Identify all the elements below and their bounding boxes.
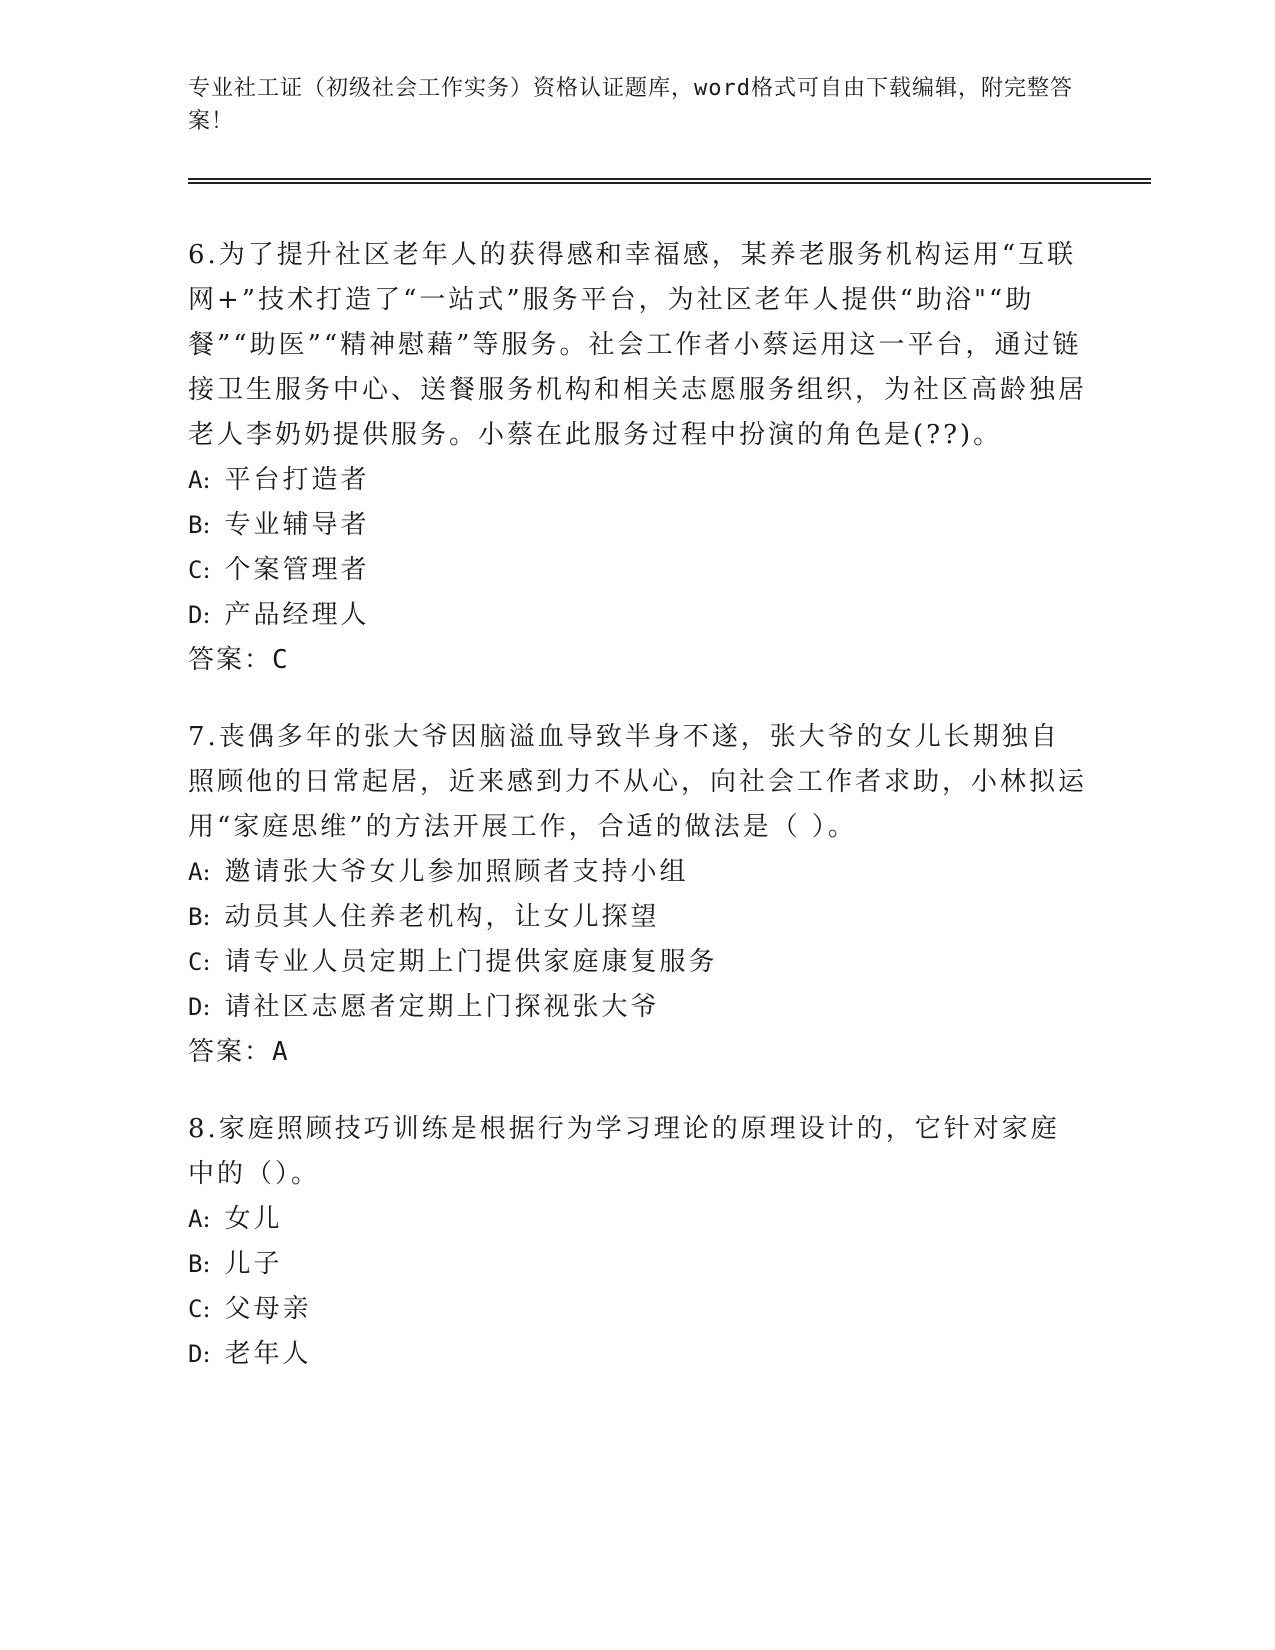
option-d: D: 老年人 — [188, 1339, 312, 1369]
option-letter: A — [188, 1205, 203, 1233]
answer-value: C — [272, 645, 290, 675]
option-a: A: 邀请张大爷女儿参加照顾者支持小组 — [188, 857, 689, 887]
option-a: A: 女儿 — [188, 1204, 283, 1234]
option-text: 动员其人住养老机构，让女儿探望 — [224, 902, 660, 932]
option-letter: A — [188, 466, 203, 494]
answer-label: 答案： — [188, 645, 273, 675]
option-b: B: 专业辅导者 — [188, 510, 370, 540]
option-letter: D — [188, 1340, 203, 1368]
option-letter: C — [188, 1295, 203, 1323]
option-text: 产品经理人 — [224, 600, 370, 630]
option-c: C: 父母亲 — [188, 1294, 312, 1324]
option-letter: B — [188, 903, 203, 931]
page-header: 专业社工证（初级社会工作实务）资格认证题库，word格式可自由下载编辑，附完整答案！ — [188, 76, 1073, 134]
question-stem: 6.为了提升社区老年人的获得感和幸福感，某养老服务机构运用“互联网+”技术打造了“一站式”服务平台，为社区老年人提供“助浴"“助餐”“助医”“精神慰藉”等服务。社会工作者小蔡运用这一平台，通过链接卫生服务中心、送餐服务机构和相关志愿服务组织，为社区高龄独居老人李奶奶提供服务。小蔡在此服务过程中扮演的角色是(??)。 — [188, 240, 1088, 450]
question-list — [188, 233, 1088, 1409]
option-c: C: 请专业人员定期上门提供家庭康复服务 — [188, 947, 718, 977]
option-a: A: 平台打造者 — [188, 465, 370, 495]
option-b: B: 动员其人住养老机构，让女儿探望 — [188, 902, 660, 932]
option-text: 个案管理者 — [224, 555, 370, 585]
answer-line — [188, 638, 1088, 683]
question-8 — [188, 1107, 1088, 1377]
question-6 — [188, 233, 1088, 683]
option-text: 请专业人员定期上门提供家庭康复服务 — [224, 947, 718, 977]
option-list — [188, 1197, 1088, 1377]
option-b: B: 儿子 — [188, 1249, 283, 1279]
question-stem: 7.丧偶多年的张大爷因脑溢血导致半身不遂，张大爷的女儿长期独自照顾他的日常起居，近来感到力不从心，向社会工作者求助，小林拟运用“家庭思维”的方法开展工作，合适的做法是（ ）。 — [188, 722, 1088, 842]
option-letter: A — [188, 858, 203, 886]
question-stem: 8.家庭照顾技巧训练是根据行为学习理论的原理设计的，它针对家庭中的（）。 — [188, 1114, 1060, 1189]
option-letter: B — [188, 511, 203, 539]
option-text: 邀请张大爷女儿参加照顾者支持小组 — [224, 857, 689, 887]
option-letter: D — [188, 993, 203, 1021]
option-text: 老年人 — [224, 1339, 312, 1369]
option-d: D: 产品经理人 — [188, 600, 370, 630]
option-text: 请社区志愿者定期上门探视张大爷 — [224, 992, 660, 1022]
option-letter: B — [188, 1250, 203, 1278]
option-text: 平台打造者 — [224, 465, 370, 495]
answer-line — [188, 1030, 1088, 1075]
option-letter: C — [188, 556, 203, 584]
option-letter: D — [188, 601, 203, 629]
answer-value: A — [272, 1037, 290, 1067]
answer-label: 答案： — [188, 1037, 273, 1067]
option-text: 女儿 — [224, 1204, 283, 1234]
question-7 — [188, 715, 1088, 1075]
header-divider — [188, 178, 1151, 184]
option-list — [188, 458, 1088, 638]
option-list — [188, 850, 1088, 1030]
option-text: 专业辅导者 — [224, 510, 370, 540]
option-c: C: 个案管理者 — [188, 555, 370, 585]
option-letter: C — [188, 948, 203, 976]
option-text: 父母亲 — [224, 1294, 312, 1324]
option-d: D: 请社区志愿者定期上门探视张大爷 — [188, 992, 660, 1022]
option-text: 儿子 — [224, 1249, 283, 1279]
